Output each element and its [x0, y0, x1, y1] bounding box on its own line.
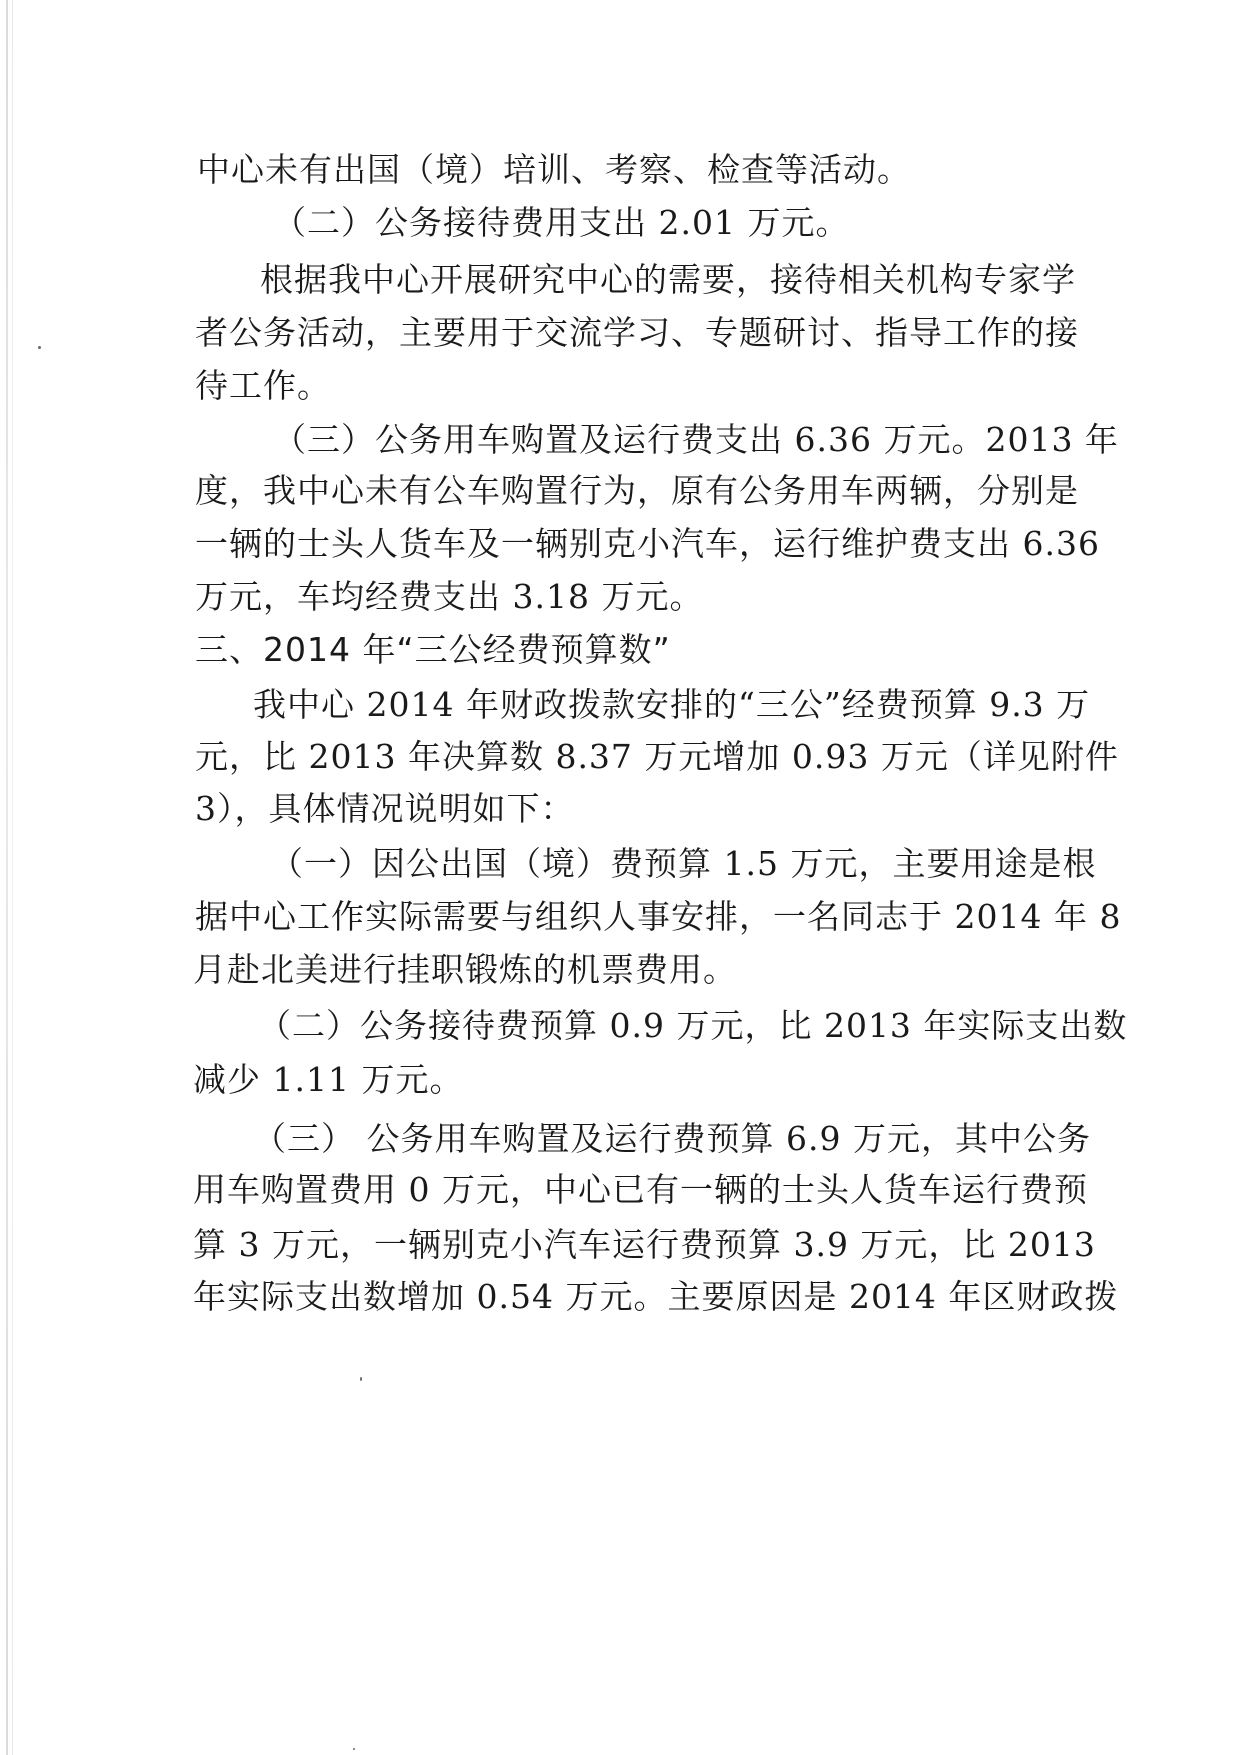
chapter-heading-line: 三、2014 年“三公经费预算数”: [195, 630, 671, 669]
section-heading-line: （三）公务用车购置及运行费支出 6.36 万元。2013 年: [273, 420, 1119, 459]
scan-speck: [360, 1377, 362, 1381]
paragraph-line: 3），具体情况说明如下：: [195, 789, 575, 828]
paragraph-line: 万元，车均经费支出 3.18 万元。: [195, 577, 704, 616]
paragraph-line: 度，我中心未有公车购置行为，原有公务用车两辆，分别是: [195, 471, 1079, 510]
paragraph-line: 算 3 万元，一辆别克小汽车运行费预算 3.9 万元，比 2013: [193, 1225, 1096, 1264]
paragraph-line: 元，比 2013 年决算数 8.37 万元增加 0.93 万元（详见附件: [195, 737, 1119, 776]
scan-edge-line-inner: [12, 0, 13, 1755]
paragraph-line: 我中心 2014 年财政拨款安排的“三公”经费预算 9.3 万: [253, 685, 1091, 724]
paragraph-line: 据中心工作实际需要与组织人事安排，一名同志于 2014 年 8: [195, 897, 1122, 936]
paragraph-line: 年实际支出数增加 0.54 万元。主要原因是 2014 年区财政拨: [193, 1277, 1119, 1316]
section-heading-line: （三） 公务用车购置及运行费预算 6.9 万元，其中公务: [253, 1119, 1091, 1158]
scan-edge-line: [6, 0, 8, 1755]
section-heading-line: （二）公务接待费用支出 2.01 万元。: [273, 203, 850, 242]
paragraph-line: 用车购置费用 0 万元，中心已有一辆的士头人货车运行费预: [193, 1170, 1088, 1209]
scan-speck: [38, 346, 41, 349]
scan-speck: [353, 1748, 355, 1750]
section-heading-line: （二）公务接待费预算 0.9 万元，比 2013 年实际支出数: [258, 1006, 1128, 1045]
paragraph-line: 待工作。: [195, 366, 331, 405]
paragraph-line: 月赴北美进行挂职锻炼的机票费用。: [193, 950, 737, 989]
paragraph-line: 中心未有出国（境）培训、考察、检查等活动。: [197, 150, 911, 189]
section-heading-line: （一）因公出国（境）费预算 1.5 万元，主要用途是根: [270, 844, 1097, 883]
paragraph-line: 者公务活动，主要用于交流学习、专题研讨、指导工作的接: [195, 313, 1079, 352]
paragraph-line: 减少 1.11 万元。: [193, 1060, 464, 1099]
paragraph-line: 根据我中心开展研究中心的需要，接待相关机构专家学: [260, 260, 1076, 299]
paragraph-line: 一辆的士头人货车及一辆别克小汽车，运行维护费支出 6.36: [195, 524, 1100, 563]
